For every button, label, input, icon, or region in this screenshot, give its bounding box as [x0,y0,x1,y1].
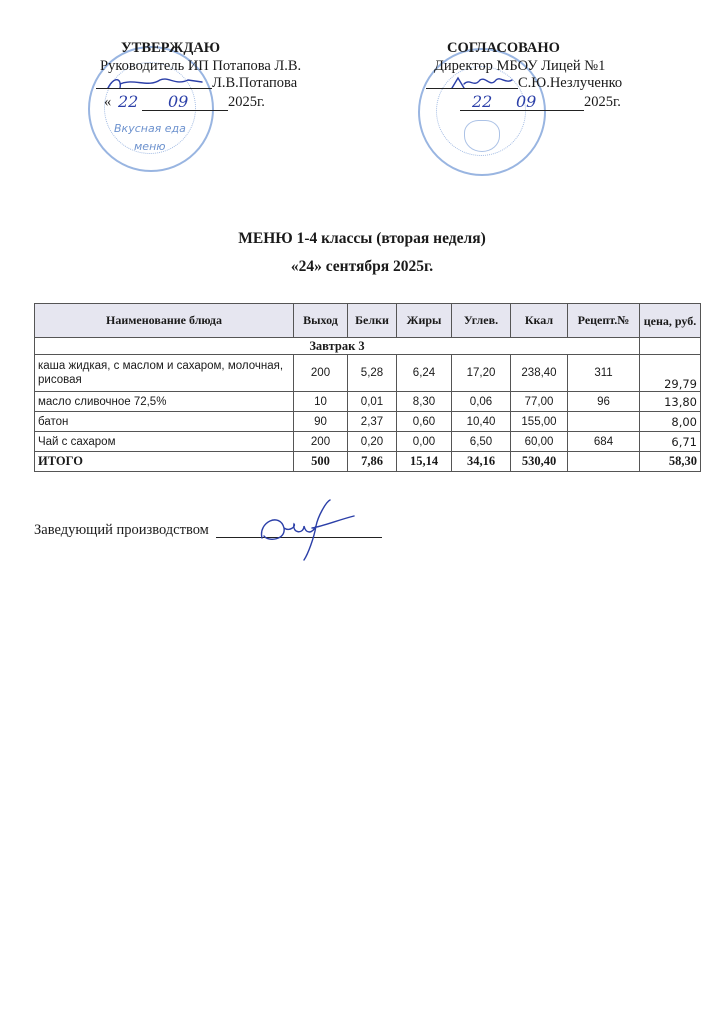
recipe: 311 [568,355,640,392]
dish-name: Чай с сахаром [35,432,294,452]
menu-title: МЕНЮ 1-4 классы (вторая неделя) [238,230,486,247]
fat: 15,14 [397,452,452,472]
output: 200 [294,432,348,452]
manager-signature [254,498,364,562]
approve-position: Руководитель ИП Потапова Л.В. [100,58,302,74]
agree-date-month: 09 [516,92,537,111]
protein: 2,37 [348,412,397,432]
agree-name: С.Ю.Незлученко [518,75,623,91]
recipe [568,412,640,432]
total-row [35,452,701,472]
protein: 5,28 [348,355,397,392]
approve-date-day: 22 [118,92,139,111]
output: 90 [294,412,348,432]
output: 200 [294,355,348,392]
carbs: 6,50 [452,432,511,452]
col-header: Углев. [452,304,511,338]
fat: 8,30 [397,392,452,412]
date-line [460,110,584,111]
approve-date-month: 09 [168,92,189,111]
kcal: 530,40 [511,452,568,472]
table-row [35,432,701,452]
table-header-row [35,304,701,338]
fat: 0,00 [397,432,452,452]
carbs: 17,20 [452,355,511,392]
approve-date-year: 2025г. [228,94,265,110]
col-header: Выход [294,304,348,338]
price: 29,79 [640,355,701,392]
total-label: ИТОГО [35,452,294,472]
col-header: Ккал [511,304,568,338]
dish-name: батон [35,412,294,432]
col-header: Наименование блюда [35,304,294,338]
protein: 0,01 [348,392,397,412]
col-header: Белки [348,304,397,338]
section-label: Завтрак 3 [35,338,640,355]
carbs: 0,06 [452,392,511,412]
section-row [35,338,701,355]
price: 58,30 [640,452,701,472]
kcal: 155,00 [511,412,568,432]
carbs: 10,40 [452,412,511,432]
col-header: цена, руб. [640,304,701,338]
fat: 6,24 [397,355,452,392]
carbs: 34,16 [452,452,511,472]
menu-table [34,303,701,472]
recipe: 96 [568,392,640,412]
agree-date-year: 2025г. [584,94,621,110]
price: 6,71 [640,432,701,452]
dish-name: каша жидкая, с маслом и сахаром, молочная, рисовая [35,355,294,392]
protein: 0,20 [348,432,397,452]
agree-position: Директор МБОУ Лицей №1 [434,58,606,74]
fat: 0,60 [397,412,452,432]
kcal: 60,00 [511,432,568,452]
col-header: Рецепт.№ [568,304,640,338]
col-header: Жиры [397,304,452,338]
footer-label: Заведующий производством [34,522,209,538]
price: 8,00 [640,412,701,432]
approve-heading: УТВЕРЖДАЮ [121,40,221,56]
kcal: 77,00 [511,392,568,412]
price: 13,80 [640,392,701,412]
recipe [568,452,640,472]
date-line [142,110,228,111]
table-row [35,412,701,432]
kcal: 238,40 [511,355,568,392]
approve-date-open: « [104,94,112,110]
menu-date: «24» сентября 2025г. [290,258,434,275]
output: 10 [294,392,348,412]
recipe: 684 [568,432,640,452]
approve-name: Л.В.Потапова [212,75,298,91]
agree-heading: СОГЛАСОВАНО [447,40,560,56]
table-row [35,392,701,412]
coat-of-arms-icon [464,120,500,152]
table-row [35,355,701,392]
output: 500 [294,452,348,472]
agree-date-day: 22 [472,92,493,111]
stamp-text: меню [134,140,166,153]
signature-line [96,88,212,89]
protein: 7,86 [348,452,397,472]
signature-line [426,88,518,89]
dish-name: масло сливочное 72,5% [35,392,294,412]
stamp-text: Вкусная еда [114,122,186,135]
